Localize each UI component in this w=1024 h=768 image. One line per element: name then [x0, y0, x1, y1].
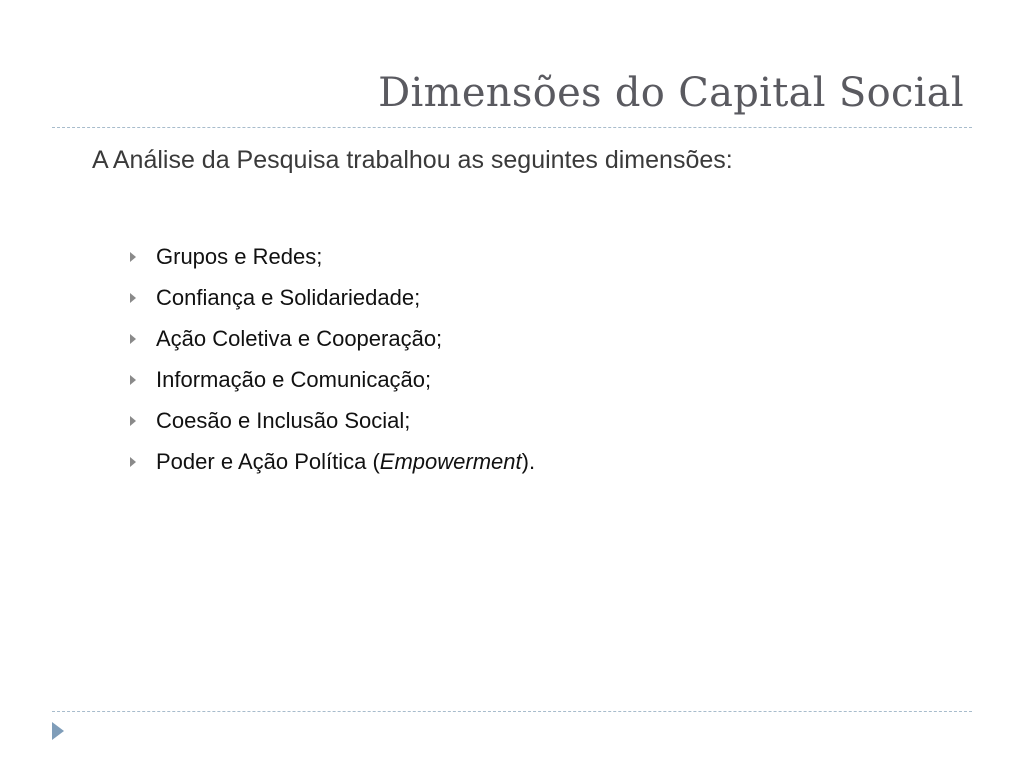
triangle-right-icon — [130, 416, 136, 426]
play-arrow-icon[interactable] — [52, 722, 64, 740]
list-item — [128, 359, 535, 400]
intro-text: A Análise da Pesquisa trabalhou as seguintes dimensões: — [92, 146, 733, 174]
dimensions-list — [128, 236, 535, 482]
list-item-text: Informação e Comunicação; — [156, 366, 432, 392]
triangle-right-icon — [130, 334, 136, 344]
triangle-right-icon — [130, 375, 136, 385]
triangle-right-icon — [130, 293, 136, 303]
list-item-text-prefix: Poder e Ação Política ( — [156, 448, 380, 474]
list-item-text: Ação Coletiva e Cooperação; — [156, 325, 443, 351]
list-item-text: Grupos e Redes; — [156, 243, 323, 269]
list-item — [128, 400, 535, 441]
list-item — [128, 441, 535, 482]
triangle-right-icon — [130, 252, 136, 262]
empowerment-emphasis: Empowerment — [379, 448, 522, 474]
list-item-text: Confiança e Solidariedade; — [156, 284, 421, 310]
list-item-text: Coesão e Inclusão Social; — [156, 407, 411, 433]
list-item-text — [156, 449, 535, 475]
list-item — [128, 277, 535, 318]
footer-divider — [52, 711, 972, 712]
title-divider — [52, 127, 972, 128]
list-item-text-suffix: ). — [521, 448, 536, 474]
triangle-right-icon — [130, 457, 136, 467]
list-item — [128, 236, 535, 277]
list-item — [128, 318, 535, 359]
slide-title: Dimensões do Capital Social — [378, 70, 964, 116]
